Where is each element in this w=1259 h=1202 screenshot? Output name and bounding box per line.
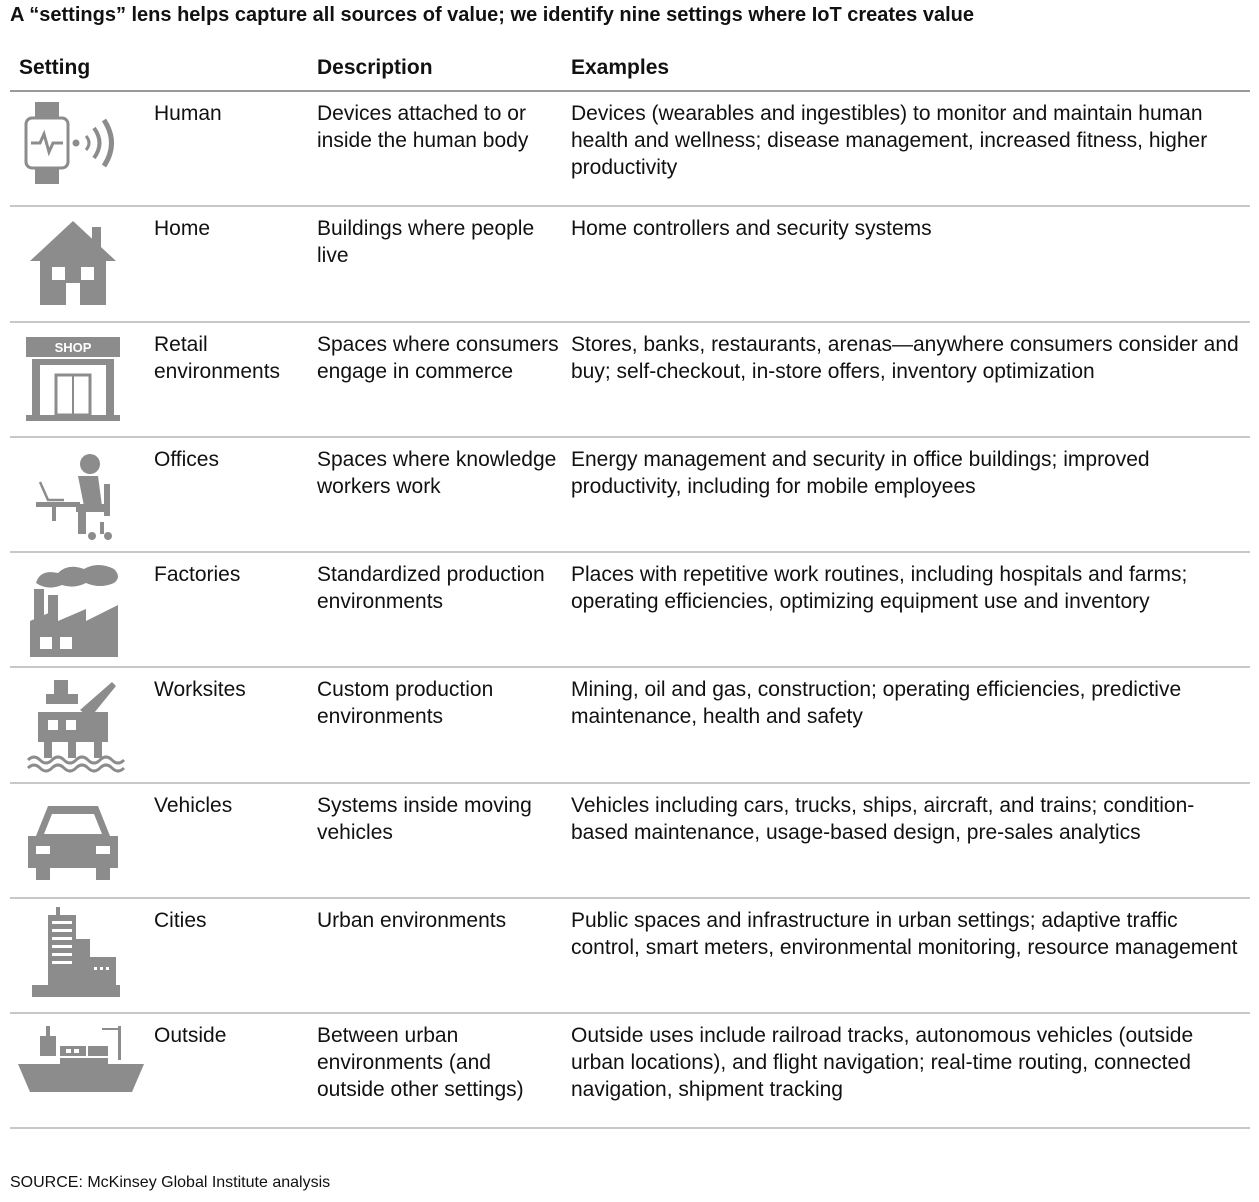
source-note: SOURCE: McKinsey Global Institute analysis	[10, 1174, 331, 1191]
table-row	[10, 207, 1250, 322]
setting-name: Human	[154, 102, 222, 125]
wearable-device-icon	[18, 98, 128, 198]
setting-description: Custom production environments	[317, 678, 494, 729]
setting-examples: Vehicles including cars, trucks, ships, aircraft, and trains; condition-based maintenance, usage-based design, pre-sales analytics	[571, 793, 1195, 844]
settings-table	[10, 92, 1250, 1129]
table-row	[10, 323, 1250, 438]
setting-description: Systems inside moving vehicles	[317, 793, 532, 844]
setting-description: Devices attached to or inside the human body	[317, 102, 529, 152]
setting-examples: Public spaces and infrastructure in urban settings; adaptive traffic control, smart meters, environmental monitoring, resource management	[571, 909, 1238, 960]
table-row	[10, 668, 1250, 783]
setting-name: Cities	[154, 909, 207, 933]
setting-name: Vehicles	[154, 793, 233, 817]
setting-description: Spaces where knowledge workers work	[317, 447, 557, 498]
header-examples: Examples	[571, 56, 670, 79]
city-buildings-icon	[18, 905, 128, 1005]
table-row	[10, 899, 1250, 1014]
table-row	[10, 1014, 1250, 1129]
setting-description: Between urban environments (and outside other settings)	[317, 1024, 524, 1102]
setting-name: Worksites	[154, 678, 246, 702]
setting-name: Home	[154, 217, 211, 241]
setting-examples: Home controllers and security systems	[571, 217, 932, 241]
setting-name: Outside	[154, 1024, 227, 1048]
office-worker-icon	[18, 444, 128, 544]
oil-rig-icon	[18, 674, 128, 774]
setting-examples: Energy management and security in office buildings; improved productivity, including for mobile employees	[571, 447, 1150, 498]
house-icon	[18, 213, 128, 313]
shop-icon	[18, 329, 128, 429]
setting-examples: Outside uses include railroad tracks, autonomous vehicles (outside urban locations), and flight navigation; real-time routing, connected navigation, shipment tracking	[571, 1024, 1194, 1102]
header-description: Description	[317, 56, 433, 79]
factory-icon	[18, 559, 128, 659]
table-row	[10, 438, 1250, 553]
setting-examples: Mining, oil and gas, construction; operating efficiencies, predictive maintenance, health and safety	[571, 678, 1182, 729]
table-row	[10, 92, 1250, 207]
table-header	[0, 56, 1259, 90]
setting-examples: Devices (wearables and ingestibles) to monitor and maintain human health and wellness; disease management, increased fitness, higher productivity	[571, 102, 1208, 179]
table-row	[10, 784, 1250, 899]
setting-description: Spaces where consumers engage in commerce	[317, 332, 559, 383]
setting-examples: Places with repetitive work routines, including hospitals and farms; operating efficiencies, optimizing equipment use and inventory	[571, 563, 1188, 614]
setting-description: Standardized production environments	[317, 563, 545, 614]
shop-sign-text: SHOP	[54, 339, 92, 355]
page-title: A “settings” lens helps capture all sources of value; we identify nine settings where IoT creates value	[10, 4, 974, 26]
setting-name: Retail environments	[154, 332, 281, 383]
setting-name: Offices	[154, 447, 219, 471]
car-icon	[18, 790, 128, 890]
table-row	[10, 553, 1250, 668]
cargo-ship-icon	[18, 1020, 128, 1120]
setting-examples: Stores, banks, restaurants, arenas—anywhere consumers consider and buy; self-checkout, in-store offers, inventory optimization	[571, 332, 1239, 383]
header-setting: Setting	[19, 56, 91, 79]
setting-description: Buildings where people live	[317, 217, 535, 268]
setting-name: Factories	[154, 563, 241, 587]
setting-description: Urban environments	[317, 909, 507, 933]
